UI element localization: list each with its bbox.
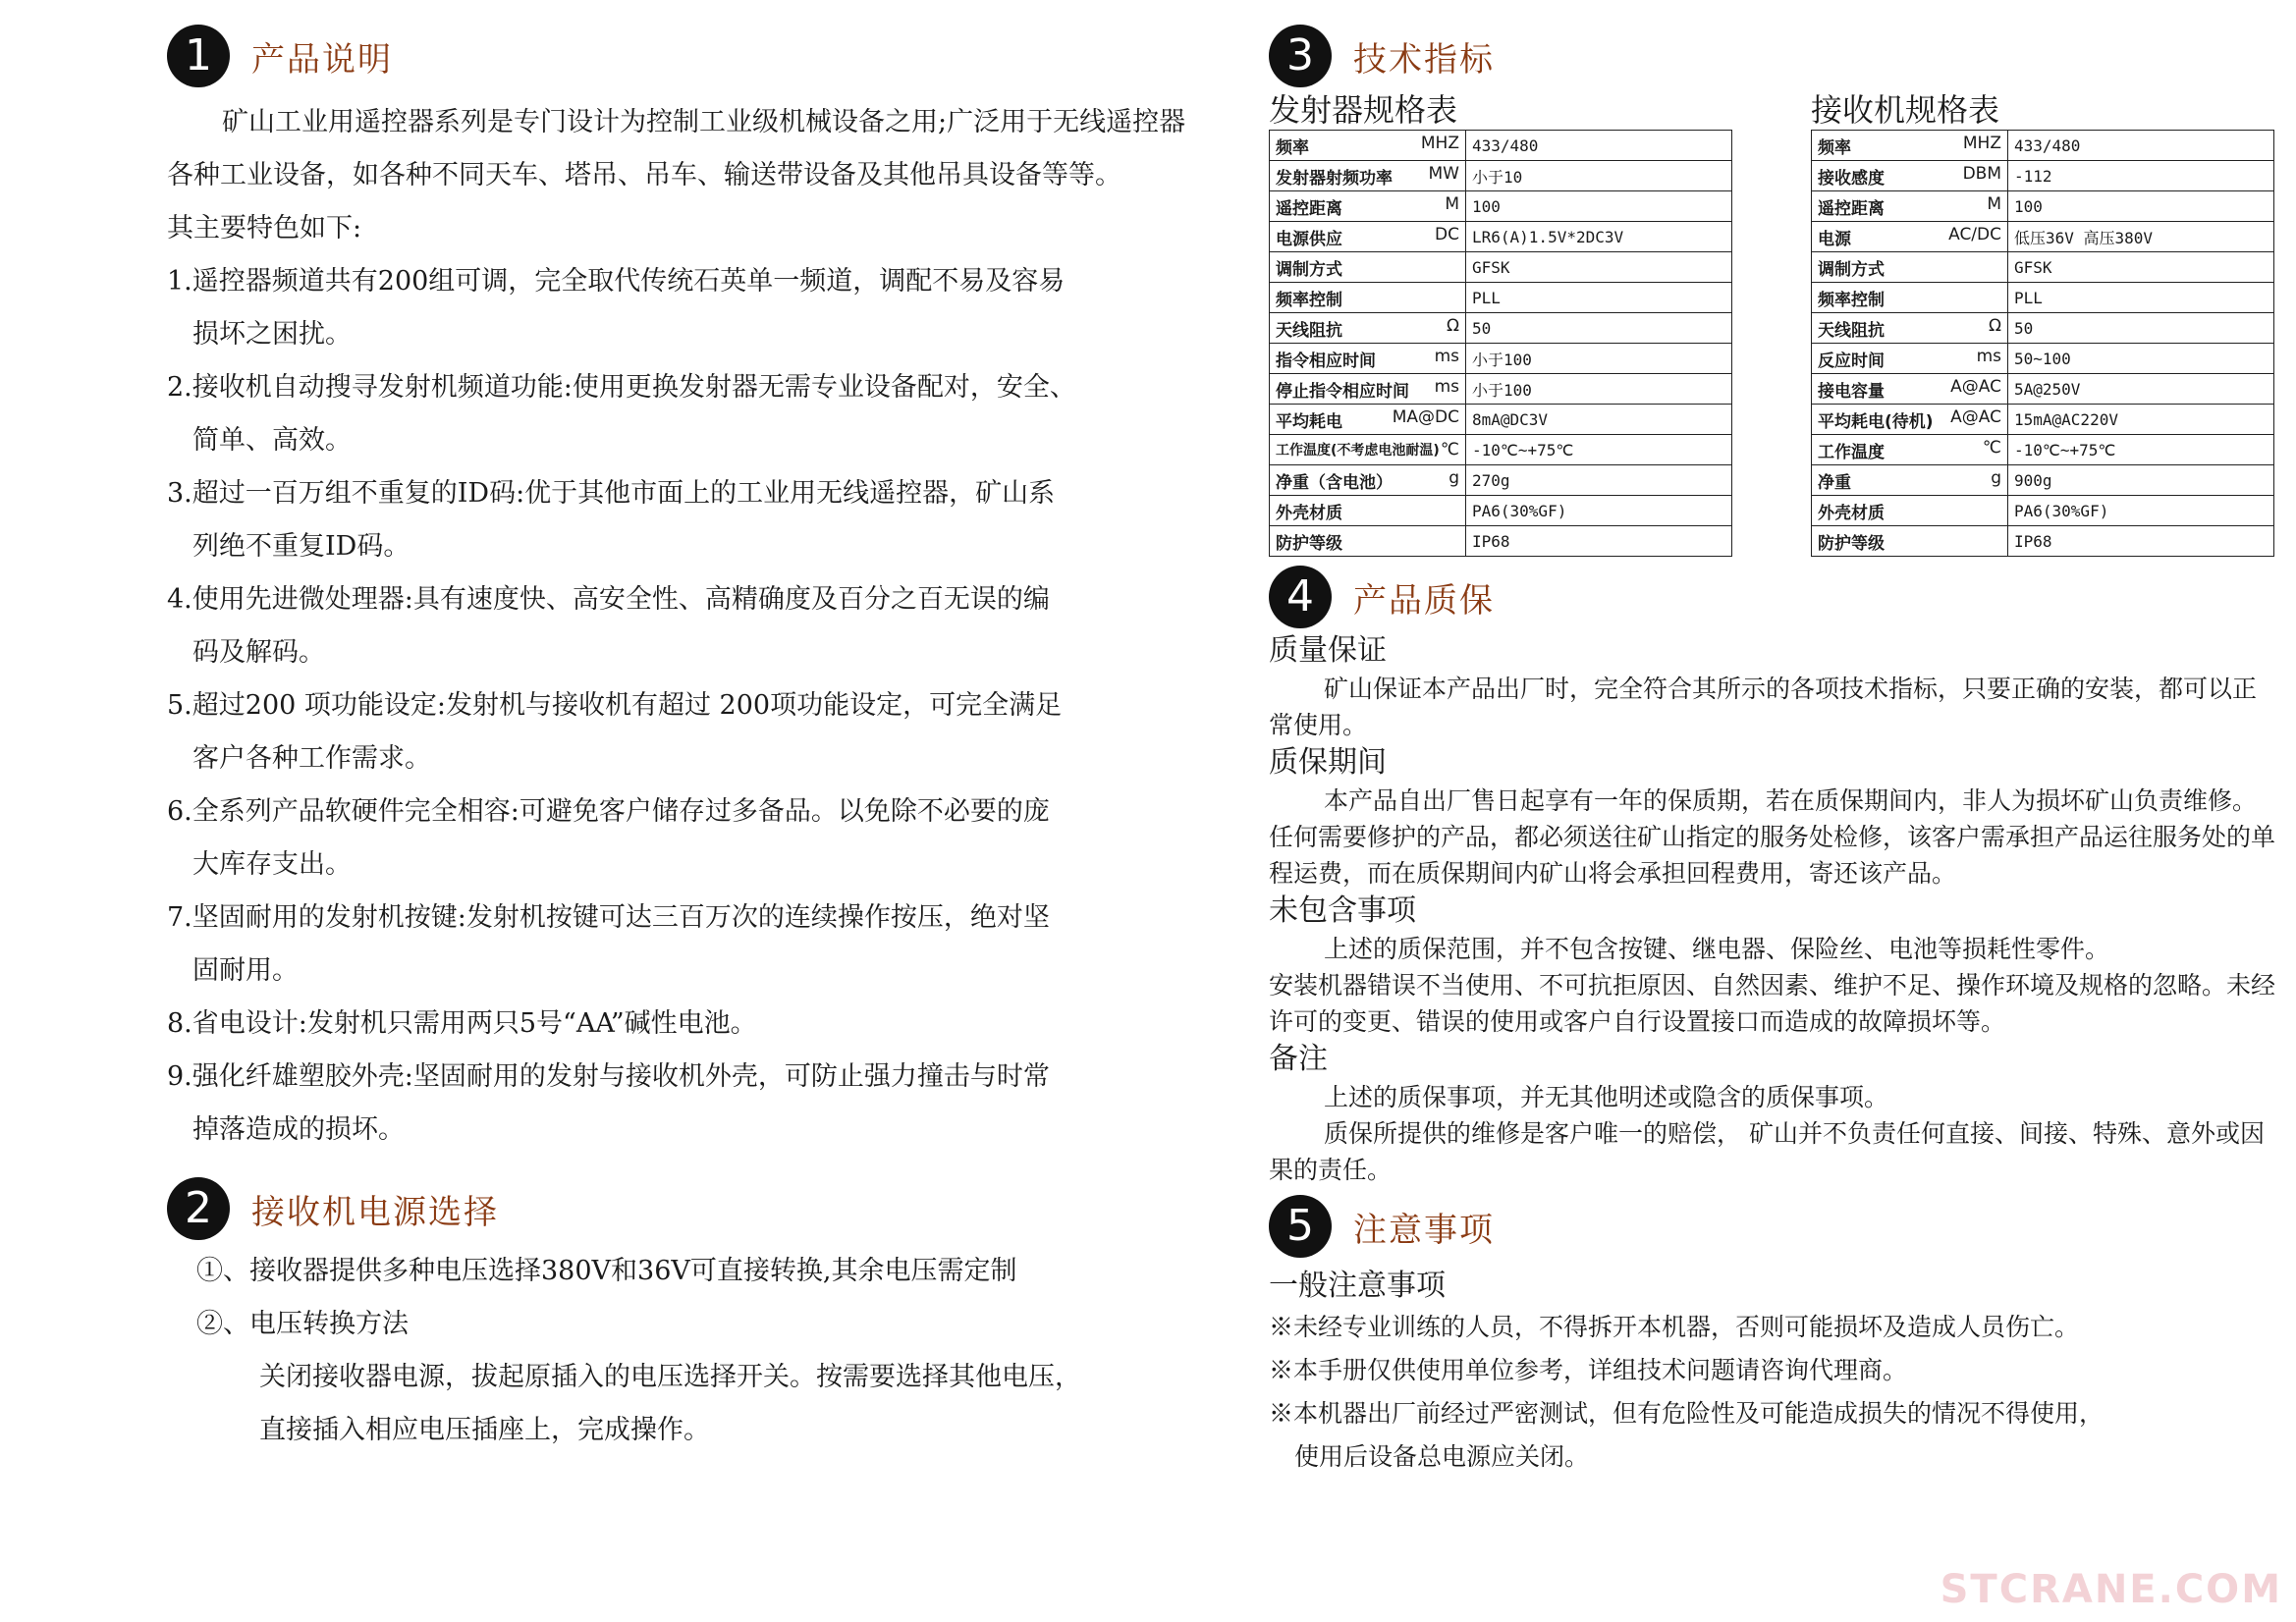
spec-row xyxy=(1812,435,2274,465)
spec-value: 小于10 xyxy=(1466,161,1732,191)
spec-value: 100 xyxy=(2008,191,2274,222)
spec-unit: g xyxy=(1991,467,2001,488)
spec-key xyxy=(1812,405,2008,435)
excluded-text: 上述的质保范围，并不包含按键、继电器、保险丝、电池等损耗性零件。 xyxy=(1324,935,2110,963)
spec-row xyxy=(1270,313,1732,344)
note-4: 使用后设备总电源应关闭。 xyxy=(1294,1442,1590,1471)
spec-key xyxy=(1812,222,2008,252)
feature-item xyxy=(167,1051,1188,1157)
spec-key xyxy=(1270,405,1466,435)
spec-unit: A@AC xyxy=(1950,406,2001,427)
spec-value: -10℃~+75℃ xyxy=(1466,435,1732,465)
spec-key xyxy=(1270,283,1466,313)
spec-value: PA6(30%GF) xyxy=(2008,496,2274,526)
spec-row xyxy=(1812,161,2274,191)
spec-key xyxy=(1812,313,2008,344)
receiver-spec xyxy=(1811,90,2274,557)
feature-item xyxy=(167,998,1188,1051)
section-number: 4 xyxy=(1269,566,1332,628)
feature-continuation: 固耐用。 xyxy=(192,955,299,986)
section-title: 接收机电源选择 xyxy=(251,1192,499,1232)
feature-item xyxy=(167,255,1188,361)
spec-key xyxy=(1812,465,2008,496)
feature-line: 9.强化纤雄塑胶外壳:坚固耐用的发射与接收机外壳，可防止强力撞击与时常 xyxy=(167,1061,1050,1092)
excluded-title: 未包含事项 xyxy=(1269,893,1416,928)
spec-unit: DC xyxy=(1435,224,1459,244)
spec-row xyxy=(1270,161,1732,191)
spec-unit: MHZ xyxy=(1962,133,2001,153)
section-3-header xyxy=(1269,22,2280,90)
spec-key xyxy=(1270,313,1466,344)
spec-key-label: 平均耗电 xyxy=(1276,411,1342,432)
power-line-1: ①、接收器提供多种电压选择380V和36V可直接转换,其余电压需定制 xyxy=(196,1256,1017,1286)
spec-row xyxy=(1812,526,2274,557)
spec-key xyxy=(1270,222,1466,252)
feature-line: 5.超过200 项功能设定:发射机与接收机有超过 200项功能设定，可完全满足 xyxy=(167,690,1063,721)
feature-continuation: 大库存支出。 xyxy=(192,849,352,880)
general-notes-title: 一般注意事项 xyxy=(1269,1269,1446,1303)
spec-key-label: 工作温度(不考虑电池耐温) xyxy=(1276,443,1440,459)
spec-unit: MHZ xyxy=(1420,133,1459,153)
spec-unit: AC/DC xyxy=(1948,224,2001,244)
spec-value: IP68 xyxy=(1466,526,1732,557)
spec-row xyxy=(1270,283,1732,313)
quality-text: 矿山保证本产品出厂时，完全符合其所示的各项技术指标，只要正确的安装，都可以正常使用。 xyxy=(1269,675,2258,739)
transmitter-table xyxy=(1269,130,1732,557)
spec-value: GFSK xyxy=(2008,252,2274,283)
spec-row xyxy=(1270,131,1732,161)
note-3: ※本机器出厂前经过严密测试，但有危险性及可能造成损失的情况不得使用， xyxy=(1269,1399,2105,1428)
power-line-2: ②、电压转换方法 xyxy=(196,1309,409,1339)
spec-key xyxy=(1270,344,1466,374)
spec-value: 270g xyxy=(1466,465,1732,496)
feature-line: 6.全系列产品软硬件完全相容:可避免客户储存过多备品。以免除不必要的庞 xyxy=(167,796,1050,827)
feature-list xyxy=(167,255,1188,1157)
spec-row xyxy=(1812,496,2274,526)
feature-line: 4.使用先进微处理器:具有速度快、高安全性、高精确度及百分之百无误的编 xyxy=(167,584,1050,615)
feature-line: 2.接收机自动搜寻发射机频道功能:使用更换发射器无需专业设备配对，安全、 xyxy=(167,372,1076,403)
spec-row xyxy=(1812,252,2274,283)
spec-unit: ℃ xyxy=(1982,437,2001,458)
receiver-table-title: 接收机规格表 xyxy=(1811,91,2000,129)
section-title: 产品质保 xyxy=(1353,580,1495,621)
section-title: 技术指标 xyxy=(1353,39,1495,80)
spec-value: PLL xyxy=(2008,283,2274,313)
spec-row xyxy=(1812,374,2274,405)
period-title: 质保期间 xyxy=(1269,745,1387,780)
spec-row xyxy=(1270,344,1732,374)
spec-key xyxy=(1270,252,1466,283)
spec-value: PA6(30%GF) xyxy=(1466,496,1732,526)
spec-value: 8mA@DC3V xyxy=(1466,405,1732,435)
section-1-header xyxy=(167,22,1188,90)
spec-key xyxy=(1270,526,1466,557)
spec-key-label: 接电容量 xyxy=(1818,381,1885,402)
spec-row xyxy=(1270,496,1732,526)
spec-key-label: 工作温度 xyxy=(1818,442,1885,462)
section-2-header xyxy=(167,1174,1188,1243)
spec-key-label: 停止指令相应时间 xyxy=(1276,381,1409,402)
spec-key-label: 指令相应时间 xyxy=(1276,351,1376,371)
feature-line: 8.省电设计:发射机只需用两只5号“AA”碱性电池。 xyxy=(167,1008,757,1039)
transmitter-spec xyxy=(1269,90,1732,557)
spec-row xyxy=(1270,465,1732,496)
spec-row xyxy=(1812,344,2274,374)
feature-line: 7.坚固耐用的发射机按键:发射机按键可达三百万次的连续操作按压，绝对坚 xyxy=(167,902,1050,933)
spec-key xyxy=(1270,496,1466,526)
spec-key-label: 反应时间 xyxy=(1818,351,1885,371)
spec-value: 15mA@AC220V xyxy=(2008,405,2274,435)
feature-item xyxy=(167,892,1188,998)
spec-key-label: 天线阻抗 xyxy=(1818,320,1885,341)
spec-key xyxy=(1270,465,1466,496)
spec-unit: MA@DC xyxy=(1392,406,1459,427)
spec-key-label: 频率控制 xyxy=(1818,290,1885,310)
spec-row xyxy=(1812,465,2274,496)
spec-unit: ms xyxy=(1434,376,1459,397)
period-text: 本产品自出厂售日起享有一年的保质期，若在质保期间内，非人为损坏矿山负责维修。任何需要修护的产品，都必须送往矿山指定的服务处检修，该客户需承担产品运往服务处的单程运费，而在质保期间内矿山将会承担回程费用，寄还该产品。 xyxy=(1269,786,2276,888)
spec-key-label: 调制方式 xyxy=(1818,259,1885,280)
spec-key-label: 发射器射频功率 xyxy=(1276,168,1393,189)
spec-value: 5A@250V xyxy=(2008,374,2274,405)
spec-unit: M xyxy=(1445,193,1459,214)
spec-row xyxy=(1812,283,2274,313)
spec-row xyxy=(1812,405,2274,435)
spec-key xyxy=(1812,435,2008,465)
feature-item xyxy=(167,573,1188,679)
excluded-text-2: 安装机器错误不当使用、不可抗拒原因、自然因素、维护不足、操作环境及规格的忽略。未经许可的变更、错误的使用或客户自行设置接口而造成的故障损坏等。 xyxy=(1269,971,2276,1036)
spec-row xyxy=(1270,435,1732,465)
power-line-4: 直接插入相应电压插座上，完成操作。 xyxy=(259,1415,710,1445)
features-heading: 其主要特色如下: xyxy=(167,213,362,243)
spec-key-label: 接收感度 xyxy=(1818,168,1885,189)
receiver-table xyxy=(1811,130,2274,557)
spec-key xyxy=(1812,191,2008,222)
spec-key-label: 电源供应 xyxy=(1276,229,1342,249)
spec-value: -112 xyxy=(2008,161,2274,191)
spec-row xyxy=(1270,374,1732,405)
spec-row xyxy=(1270,252,1732,283)
feature-item xyxy=(167,679,1188,785)
spec-key-label: 防护等级 xyxy=(1818,533,1885,554)
spec-value: 50 xyxy=(2008,313,2274,344)
feature-continuation: 码及解码。 xyxy=(192,637,325,668)
spec-row xyxy=(1270,222,1732,252)
spec-key xyxy=(1812,161,2008,191)
spec-key xyxy=(1812,252,2008,283)
spec-key xyxy=(1270,191,1466,222)
transmitter-table-title: 发射器规格表 xyxy=(1269,91,1458,129)
quality-title: 质量保证 xyxy=(1269,633,1387,668)
spec-key-label: 平均耗电(待机) xyxy=(1818,411,1934,432)
remarks-title: 备注 xyxy=(1269,1042,1328,1076)
spec-unit: DBM xyxy=(1962,163,2001,184)
spec-value: 433/480 xyxy=(1466,131,1732,161)
section-number: 1 xyxy=(167,25,230,87)
spec-value: IP68 xyxy=(2008,526,2274,557)
left-column xyxy=(167,0,1188,1457)
spec-key-label: 频率 xyxy=(1276,137,1309,158)
spec-key-label: 电源 xyxy=(1818,229,1851,249)
section-title: 产品说明 xyxy=(251,39,393,80)
spec-row xyxy=(1812,222,2274,252)
spec-key xyxy=(1812,344,2008,374)
spec-row xyxy=(1812,313,2274,344)
feature-line: 1.遥控器频道共有200组可调，完全取代传统石英单一频道，调配不易及容易 xyxy=(167,266,1066,297)
feature-continuation: 掉落造成的损坏。 xyxy=(192,1114,405,1145)
feature-continuation: 列绝不重复ID码。 xyxy=(192,531,410,562)
feature-continuation: 简单、高效。 xyxy=(192,425,352,456)
spec-key xyxy=(1270,161,1466,191)
spec-key xyxy=(1812,526,2008,557)
spec-key-label: 净重（含电池） xyxy=(1276,472,1393,493)
spec-tables xyxy=(1269,90,2280,557)
spec-key-label: 调制方式 xyxy=(1276,259,1342,280)
spec-value: 小于100 xyxy=(1466,344,1732,374)
spec-key-label: 频率控制 xyxy=(1276,290,1342,310)
spec-key xyxy=(1812,131,2008,161)
spec-key-label: 遥控距离 xyxy=(1818,198,1885,219)
spec-unit: MW xyxy=(1428,163,1459,184)
spec-unit: g xyxy=(1449,467,1459,488)
spec-key xyxy=(1812,496,2008,526)
spec-value: 50~100 xyxy=(2008,344,2274,374)
spec-value: PLL xyxy=(1466,283,1732,313)
section-number: 2 xyxy=(167,1177,230,1240)
spec-unit: ℃ xyxy=(1440,440,1459,460)
spec-value: -10℃~+75℃ xyxy=(2008,435,2274,465)
feature-line: 3.超过一百万组不重复的ID码:优于其他市面上的工业用无线遥控器，矿山系 xyxy=(167,478,1056,509)
spec-row xyxy=(1270,405,1732,435)
spec-row xyxy=(1812,191,2274,222)
spec-key xyxy=(1270,131,1466,161)
spec-value: 900g xyxy=(2008,465,2274,496)
spec-key-label: 天线阻抗 xyxy=(1276,320,1342,341)
spec-value: GFSK xyxy=(1466,252,1732,283)
section-number: 5 xyxy=(1269,1195,1332,1258)
spec-row xyxy=(1270,191,1732,222)
remarks-text-2: 质保所提供的维修是客户唯一的赔偿， 矿山并不负责任何直接、间接、特殊、意外或因果的责任。 xyxy=(1269,1119,2265,1184)
spec-unit: M xyxy=(1987,193,2001,214)
spec-value: 100 xyxy=(1466,191,1732,222)
section-title: 注意事项 xyxy=(1353,1210,1495,1250)
feature-item xyxy=(167,785,1188,892)
spec-key-label: 外壳材质 xyxy=(1818,503,1885,523)
spec-unit: ms xyxy=(1976,346,2001,366)
spec-key-label: 外壳材质 xyxy=(1276,503,1342,523)
spec-value: 小于100 xyxy=(1466,374,1732,405)
spec-key xyxy=(1270,374,1466,405)
spec-value: 低压36V 高压380V xyxy=(2008,222,2274,252)
spec-unit: Ω xyxy=(1989,315,2001,336)
spec-key xyxy=(1812,374,2008,405)
spec-value: 433/480 xyxy=(2008,131,2274,161)
spec-key xyxy=(1270,435,1466,465)
feature-continuation: 损坏之困扰。 xyxy=(192,319,352,350)
spec-value: 50 xyxy=(1466,313,1732,344)
spec-unit: A@AC xyxy=(1950,376,2001,397)
feature-item xyxy=(167,467,1188,573)
remarks-text-1: 上述的质保事项，并无其他明述或隐含的质保事项。 xyxy=(1324,1083,1889,1111)
spec-key xyxy=(1812,283,2008,313)
spec-row xyxy=(1812,131,2274,161)
spec-value: LR6(A)1.5V*2DC3V xyxy=(1466,222,1732,252)
spec-unit: ms xyxy=(1434,346,1459,366)
spec-key-label: 频率 xyxy=(1818,137,1851,158)
section-4-header xyxy=(1269,563,2280,631)
section-number: 3 xyxy=(1269,25,1332,87)
spec-key-label: 遥控距离 xyxy=(1276,198,1342,219)
spec-key-label: 净重 xyxy=(1818,472,1851,493)
note-1: ※未经专业训练的人员，不得拆开本机器，否则可能损坏及造成人员伤亡。 xyxy=(1269,1313,2080,1341)
spec-unit: Ω xyxy=(1447,315,1459,336)
intro-paragraph: 矿山工业用遥控器系列是专门设计为控制工业级机械设备之用;广泛用于无线遥控器各种工业设备，如各种不同天车、塔吊、吊车、输送带设备及其他吊具设备等等。 xyxy=(167,107,1186,190)
section-5-header xyxy=(1269,1192,2280,1261)
spec-key-label: 防护等级 xyxy=(1276,533,1342,554)
note-2: ※本手册仅供使用单位参考，详组技术问题请咨询代理商。 xyxy=(1269,1356,1908,1384)
feature-continuation: 客户各种工作需求。 xyxy=(192,743,431,774)
feature-item xyxy=(167,361,1188,467)
power-line-3: 关闭接收器电源，拔起原插入的电压选择开关。按需要选择其他电压， xyxy=(259,1362,1081,1392)
watermark: STCRANE.COM xyxy=(1940,1567,2282,1612)
right-column xyxy=(1269,0,2280,1479)
spec-row xyxy=(1270,526,1732,557)
